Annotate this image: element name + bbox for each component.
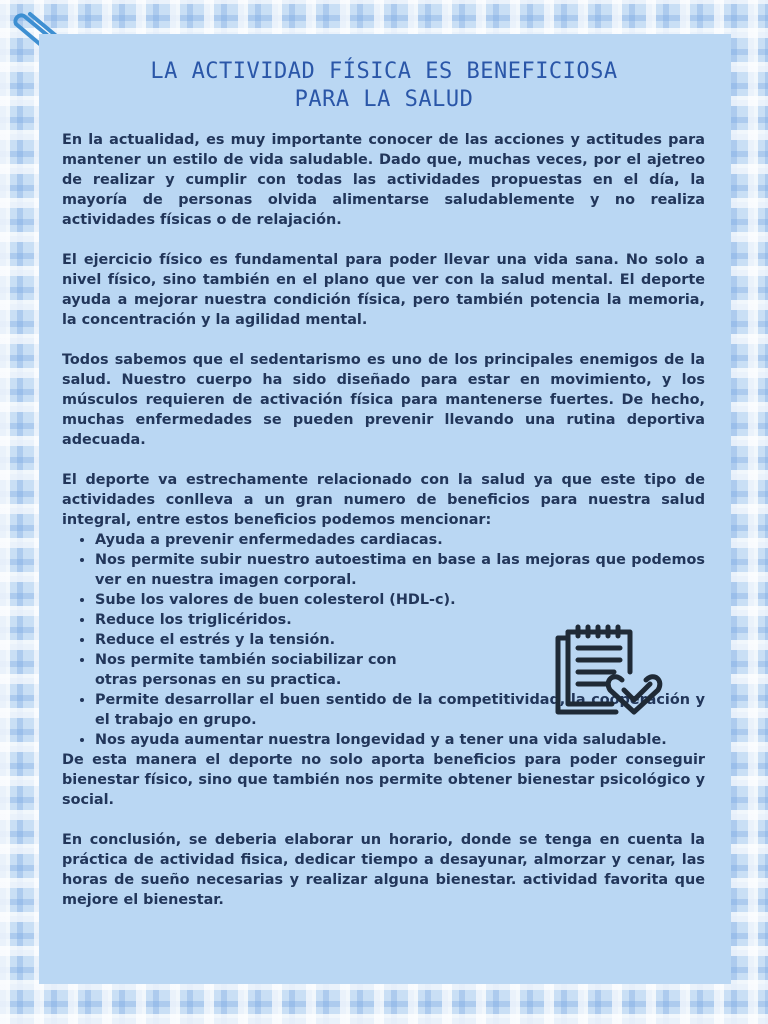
list-item: • Nos permite subir nuestro autoestima en base a las mejoras que podemos ver en nuestra imagen corporal. (95, 550, 705, 590)
title-line-2: PARA LA SALUD (294, 87, 474, 112)
paragraph: Todos sabemos que el sedentarismo es uno de los principales enemigos de la salud. Nuestro cuerpo ha sido diseñado para estar en movimiento, y los músculos requieren de activación física para mantenerse fuertes. De hecho, muchas enfermedades se pueden prevenir llevando una rutina deportiva adecuada. (62, 352, 705, 448)
clipboard-check-icon (554, 624, 668, 716)
list-item-line: Nos permite también sociabilizar con (95, 652, 397, 668)
title-line-1: LA ACTIVIDAD FÍSICA ES BENEFICIOSA (150, 59, 618, 84)
paragraph: De esta manera el deporte no solo aporta beneficios para poder conseguir bienestar físico, sino que también nos permite obtener bienestar psicológico y social. (62, 752, 705, 808)
paragraph: En la actualidad, es muy importante conocer de las acciones y actitudes para mantener un estilo de vida saludable. Dado que, muchas veces, por el ajetreo de realizar y cumplir con todas las actividades propuestas en el día, la mayoría de personas olvida alimentarse saludablemente y no realiza actividades físicas o de relajación. (62, 132, 705, 228)
list-item: • Permite desarrollar el buen sentido de la competitividad, la cooperación y el trabajo en grupo. (95, 690, 705, 730)
page-title (0, 58, 768, 114)
list-item: • Ayuda a prevenir enfermedades cardiacas. (95, 530, 705, 550)
paragraph: El deporte va estrechamente relacionado con la salud ya que este tipo de actividades conlleva a un gran numero de beneficios para nuestra salud integral, entre estos beneficios podemos mencionar: (62, 472, 705, 528)
list-item: • Nos ayuda aumentar nuestra longevidad y a tener una vida saludable. (95, 730, 705, 750)
paragraph: El ejercicio físico es fundamental para poder llevar una vida sana. No solo a nivel físico, sino también en el plano que ver con la salud mental. El deporte ayuda a mejorar nuestra condición física, pero también potencia la memoria, la concentración y la agilidad mental. (62, 252, 705, 328)
article-body (62, 130, 705, 910)
list-item: • Sube los valores de buen colesterol (HDL-c). (95, 590, 705, 610)
conclusion-paragraph: En conclusión, se deberia elaborar un horario, donde se tenga en cuenta la práctica de actividad fisica, dedicar tiempo a desayunar, almorzar y cenar, las horas de sueño necesarias y realizar alguna bienestar. actividad favorita que mejore el bienestar. (62, 832, 705, 908)
list-item-line: otras personas en su practica. (95, 672, 342, 688)
list-item: • Reduce los triglicéridos. (95, 610, 705, 630)
list-item: • Reduce el estrés y la tensión. (95, 630, 705, 650)
